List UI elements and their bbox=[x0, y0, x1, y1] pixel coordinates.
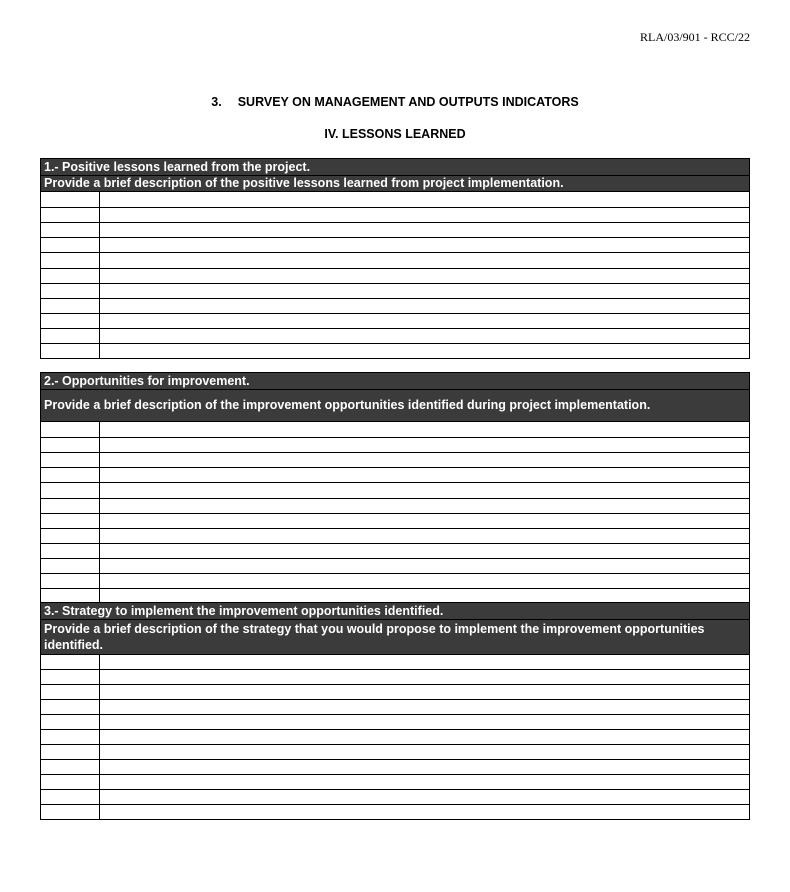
table-row[interactable] bbox=[41, 529, 749, 544]
subsection-title: IV. LESSONS LEARNED bbox=[324, 127, 466, 141]
table-row[interactable] bbox=[41, 422, 749, 438]
table-row[interactable] bbox=[41, 574, 749, 589]
section-title: SURVEY ON MANAGEMENT AND OUTPUTS INDICATORS bbox=[237, 95, 579, 109]
table-row[interactable] bbox=[41, 685, 749, 700]
table-row[interactable] bbox=[41, 299, 749, 314]
table-row[interactable] bbox=[41, 269, 749, 284]
table-row[interactable] bbox=[41, 483, 749, 499]
table-row[interactable] bbox=[41, 329, 749, 344]
table-row[interactable] bbox=[41, 700, 749, 715]
section-number: 3. bbox=[211, 95, 222, 109]
table-row[interactable] bbox=[41, 314, 749, 329]
table-row[interactable] bbox=[41, 655, 749, 670]
section-title-bar: 3.- Strategy to implement the improvement opportunities identified. bbox=[40, 602, 750, 620]
section-title-bar: 1.- Positive lessons learned from the project. bbox=[40, 158, 750, 176]
response-grid bbox=[40, 655, 750, 820]
table-row[interactable] bbox=[41, 760, 749, 775]
response-grid bbox=[40, 192, 750, 359]
table-row[interactable] bbox=[41, 790, 749, 805]
table-row[interactable] bbox=[41, 670, 749, 685]
section-title-bar: 2.- Opportunities for improvement. bbox=[40, 372, 750, 390]
section-instruction-bar: Provide a brief description of the improvement opportunities identified during project implementation. bbox=[40, 390, 750, 422]
section-improvement-strategy bbox=[40, 602, 750, 820]
table-row[interactable] bbox=[41, 745, 749, 760]
table-row[interactable] bbox=[41, 223, 749, 238]
table-row[interactable] bbox=[41, 514, 749, 529]
table-row[interactable] bbox=[41, 468, 749, 483]
table-row[interactable] bbox=[41, 284, 749, 299]
table-row[interactable] bbox=[41, 544, 749, 559]
section-instruction-bar: Provide a brief description of the strategy that you would propose to implement the improvement opportunities identified. bbox=[40, 620, 750, 655]
table-row[interactable] bbox=[41, 253, 749, 269]
table-row[interactable] bbox=[41, 344, 749, 359]
table-row[interactable] bbox=[41, 499, 749, 514]
table-row[interactable] bbox=[41, 453, 749, 468]
table-row[interactable] bbox=[41, 192, 749, 208]
section-instruction-bar: Provide a brief description of the positive lessons learned from project implementation. bbox=[40, 176, 750, 192]
section-heading bbox=[0, 95, 790, 109]
table-row[interactable] bbox=[41, 438, 749, 453]
section-positive-lessons bbox=[40, 158, 750, 359]
table-row[interactable] bbox=[41, 715, 749, 730]
response-grid bbox=[40, 422, 750, 605]
table-row[interactable] bbox=[41, 730, 749, 745]
table-row[interactable] bbox=[41, 775, 749, 790]
table-row[interactable] bbox=[41, 805, 749, 820]
table-row[interactable] bbox=[41, 208, 749, 223]
table-row[interactable] bbox=[41, 559, 749, 574]
document-reference: RLA/03/901 - RCC/22 bbox=[639, 30, 750, 44]
table-row[interactable] bbox=[41, 238, 749, 253]
section-improvement-opportunities bbox=[40, 372, 750, 605]
